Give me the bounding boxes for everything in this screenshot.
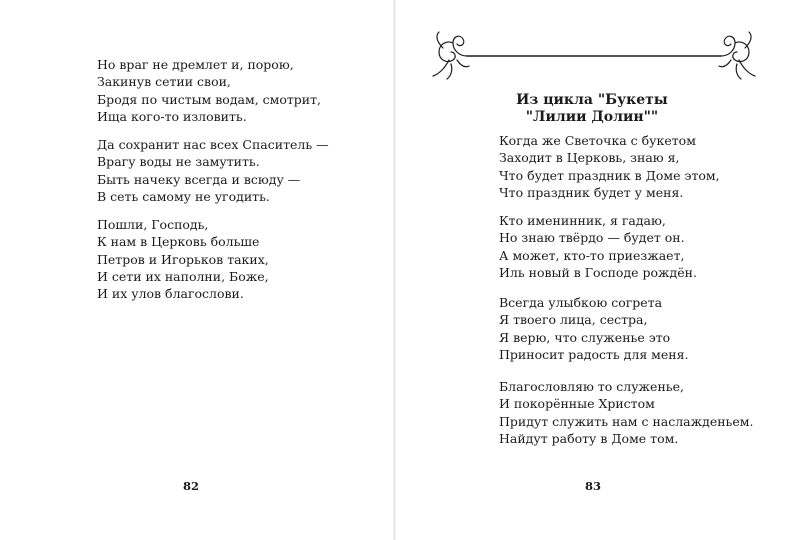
page-number: 83 <box>585 479 602 493</box>
poem-line: Найдут работу в Доме том. <box>499 430 679 446</box>
poem-line: Что будет праздник в Доме этом, <box>499 167 720 183</box>
poem-line: Я твоего лица, сестра, <box>499 312 648 328</box>
poem-line: Закинув сетии свои, <box>97 74 231 90</box>
poem-line: К нам в Церковь больше <box>97 234 260 250</box>
stanza <box>97 136 329 205</box>
poem-line: Заходит в Церковь, знаю я, <box>499 150 680 166</box>
stanza <box>499 212 697 281</box>
poem-title-line: Из цикла "Букеты <box>516 92 668 108</box>
poem-line: И сети их наполни, Боже, <box>97 268 269 284</box>
poem-line: Бродя по чистым водам, смотрит, <box>97 91 322 107</box>
floral-scroll-ornament-icon <box>429 30 759 80</box>
poem-line: Что праздник будет у меня. <box>499 184 684 200</box>
poem-line: В сеть самому не угодить. <box>97 188 270 204</box>
poem-line: Благословляю то служенье, <box>499 379 684 394</box>
poem-line: Да сохранит нас всех Спаситель — <box>97 137 329 152</box>
poem-line: Быть начеку всегда и всюду — <box>97 171 301 187</box>
stanza <box>499 294 689 363</box>
poem-line: Ища кого-то изловить. <box>97 108 247 124</box>
poem-line: И их улов благослови. <box>97 286 244 302</box>
poem-line: Когда же Светочка с букетом <box>499 133 696 148</box>
poem-line: Я верю, что служенье это <box>499 329 671 345</box>
poem-line: Пошли, Господь, <box>97 217 209 232</box>
poem-line: Но знаю твёрдо — будет он. <box>499 230 685 246</box>
left-page <box>0 0 394 540</box>
stanza <box>97 216 269 302</box>
poem-line: Петров и Игорьков таких, <box>97 251 269 267</box>
poem-line: Но враг не дремлет и, порою, <box>97 57 294 72</box>
poem-title <box>395 92 789 126</box>
poem-line: Придут служить нам с наслажденьем. <box>499 413 754 429</box>
poem-line: Кто именинник, я гадаю, <box>499 213 666 228</box>
poem-line: Всегда улыбкою согрета <box>499 295 663 310</box>
stanza <box>499 132 720 201</box>
stanza <box>499 378 753 447</box>
stanza <box>97 56 321 125</box>
right-page <box>395 0 789 540</box>
poem-line: И покорённые Христом <box>499 396 655 412</box>
poem-title-line: "Лилии Долин"" <box>525 109 659 125</box>
poem-line: Врагу воды не замутить. <box>97 154 260 170</box>
poem-line: А может, кто-то приезжает, <box>499 247 685 263</box>
poem-line: Приносит радость для меня. <box>499 346 689 362</box>
page-number: 82 <box>183 479 200 493</box>
poem-line: Иль новый в Господе рождён. <box>499 264 697 280</box>
